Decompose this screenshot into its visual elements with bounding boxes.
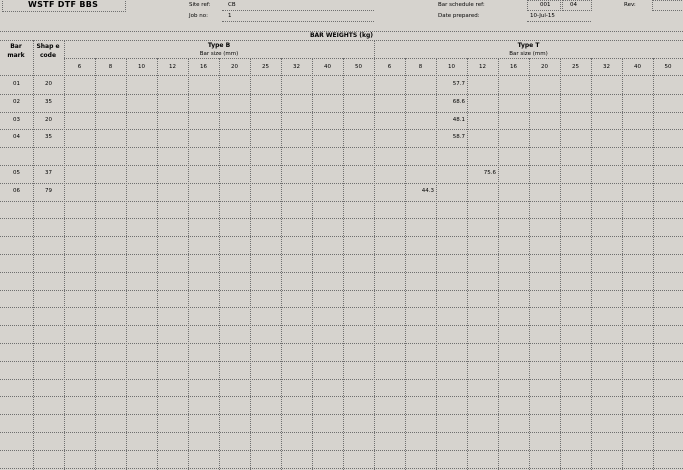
bar-size-header-b-8: 8 — [108, 64, 113, 70]
grid-row-line — [0, 325, 683, 326]
grid-column-line — [591, 58, 592, 470]
bar-size-header-t-6: 6 — [387, 64, 392, 70]
type-t-header: Type T — [517, 42, 540, 49]
grid-row-line — [0, 94, 683, 95]
grid-column-line — [529, 58, 530, 470]
rev-label: Rev: — [624, 2, 636, 8]
grid-row-line — [0, 165, 683, 166]
sheet-title: WSTF DTF BBS — [28, 0, 99, 9]
grid-row-line — [0, 343, 683, 344]
grid-column-line — [64, 40, 65, 470]
bar-mark-cell: 04 — [13, 134, 20, 141]
grid-column-line — [157, 58, 158, 470]
bar-size-header-t-10: 10 — [448, 64, 455, 70]
bar-size-header-t-12: 12 — [479, 64, 486, 70]
grid-column-line — [281, 58, 282, 470]
grid-column-line — [560, 58, 561, 470]
grid-column-line — [374, 40, 375, 470]
weight-cell-t12: 75.6 — [483, 170, 496, 176]
grid-row-line — [0, 379, 683, 380]
weight-cell-t8: 44.3 — [421, 187, 434, 194]
grid-row-line — [0, 254, 683, 255]
grid-column-line — [622, 58, 623, 470]
bar-schedule-ref-value-2[interactable]: 04 — [570, 2, 577, 8]
type-b-header: Type B — [207, 42, 231, 49]
grid-column-line — [405, 58, 406, 470]
bar-size-header-t-40: 40 — [634, 64, 641, 70]
weight-cell-t10: 57.7 — [452, 81, 465, 87]
date-prepared-underline — [527, 21, 591, 22]
bar-schedule-ref-box-2 — [562, 0, 592, 11]
size-header-line — [0, 75, 683, 76]
bar-schedule-ref-value-1[interactable]: 001 — [540, 2, 551, 8]
grid-row-line — [0, 290, 683, 291]
grid-row-line — [0, 129, 683, 130]
bar-size-header-b-50: 50 — [355, 64, 362, 70]
bar-size-header-b-6: 6 — [77, 64, 82, 70]
grid-column-line — [498, 58, 499, 470]
job-no-label: Job no: — [189, 13, 208, 19]
grid-row-line — [0, 236, 683, 237]
date-prepared-value[interactable]: 10-Jul-15 — [530, 13, 555, 19]
grid-column-line — [467, 58, 468, 470]
job-no-value[interactable]: 1 — [228, 13, 232, 19]
date-prepared-label: Date prepared: — [438, 13, 480, 19]
bar-size-header-b-16: 16 — [200, 64, 207, 70]
grid-row-line — [0, 201, 683, 202]
bar-size-header-t-25: 25 — [572, 64, 579, 70]
shape-code-cell: 37 — [45, 170, 52, 176]
site-ref-label: Site ref: — [189, 2, 211, 8]
bar-mark-cell: 05 — [13, 170, 20, 176]
grid-row-line — [0, 361, 683, 362]
shape-code-cell: 35 — [45, 98, 52, 105]
bar-size-header-t-32: 32 — [603, 64, 610, 70]
shape-code-cell: 35 — [45, 134, 52, 141]
grid-column-line — [95, 58, 96, 470]
grid-column-line — [653, 58, 654, 470]
shape-code-cell: 79 — [45, 187, 52, 194]
section-title-line — [0, 40, 683, 41]
bar-size-header-b-25: 25 — [262, 64, 269, 70]
bar-size-header-t-8: 8 — [418, 64, 423, 70]
shape-code-cell: 20 — [45, 116, 52, 123]
bar-size-header-b-32: 32 — [293, 64, 300, 70]
grid-row-line — [0, 414, 683, 415]
bar-size-header-b-40: 40 — [324, 64, 331, 70]
rev-box — [652, 0, 683, 11]
site-ref-value[interactable]: CB — [228, 2, 236, 8]
grid-column-line — [250, 58, 251, 470]
grid-row-line — [0, 450, 683, 451]
bar-size-header-b-20: 20 — [231, 64, 238, 70]
bar-size-header-t-20: 20 — [541, 64, 548, 70]
site-ref-underline — [222, 10, 374, 11]
bar-size-header-b-10: 10 — [138, 64, 145, 70]
grid-column-line — [343, 58, 344, 470]
bar-weights-title: BAR WEIGHTS (kg) — [309, 32, 374, 39]
grid-row-line — [0, 396, 683, 397]
grid-column-line — [312, 58, 313, 470]
type-t-bar-size: Bar size (mm) — [509, 51, 548, 57]
bar-size-header-b-12: 12 — [169, 64, 176, 70]
grid-row-line — [0, 147, 683, 148]
grid-row-line — [0, 218, 683, 219]
bar-size-header-t-16: 16 — [510, 64, 517, 70]
grid-row-line — [0, 307, 683, 308]
bar-size-header-t-50: 50 — [664, 64, 672, 70]
job-no-underline — [222, 21, 374, 22]
shape-code-header: Shap e code — [36, 43, 60, 59]
bar-mark-header: Bar mark — [7, 43, 25, 59]
bar-schedule-ref-label: Bar schedule ref: — [438, 2, 485, 8]
bar-mark-cell: 03 — [13, 116, 20, 123]
grid-row-line — [0, 183, 683, 184]
shape-code-cell: 20 — [45, 81, 52, 87]
bar-mark-cell: 02 — [13, 98, 20, 105]
type-b-bar-size: Bar size (mm) — [199, 51, 239, 57]
weight-cell-t10: 48.1 — [452, 116, 465, 123]
weight-cell-t10: 58.7 — [452, 134, 465, 141]
grid-row-line — [0, 272, 683, 273]
grid-row-line — [0, 468, 683, 469]
weight-cell-t10: 68.6 — [452, 98, 465, 105]
grid-row-line — [0, 432, 683, 433]
grid-column-line — [126, 58, 127, 470]
grid-column-line — [219, 58, 220, 470]
bar-mark-cell: 01 — [13, 81, 20, 87]
grid-row-line — [0, 112, 683, 113]
grid-column-line — [188, 58, 189, 470]
bar-mark-cell: 06 — [13, 187, 20, 194]
